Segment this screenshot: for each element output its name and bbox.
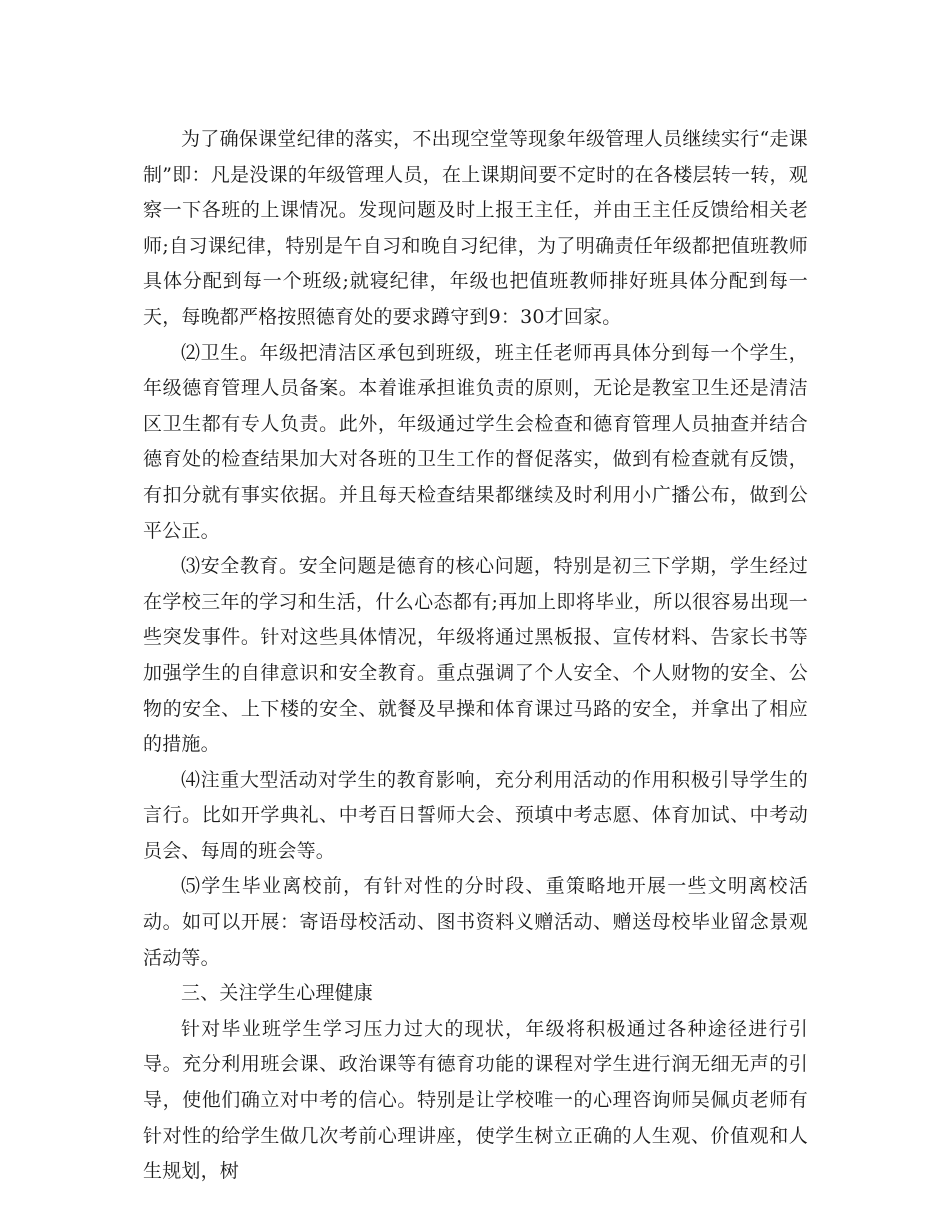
paragraph-major-activities: ⑷注重大型活动对学生的教育影响，充分利用活动的作用积极引导学生的言行。比如开学典礼、中考百日誓师大会、预填中考志愿、体育加试、中考动员会、每周的班会等。 (143, 768, 808, 862)
paragraph-hygiene: ⑵卫生。年级把清洁区承包到班级，班主任老师再具体分到每一个学生，年级德育管理人员备案。本着谁承担谁负责的原则，无论是教室卫生还是清洁区卫生都有专人负责。此外，年级通过学生会检查和德育管理人员抽查并结合德育处的检查结果加大对各班的卫生工作的督促落实，做到有检查就有反馈，有扣分就有事实依据。并且每天检查结果都继续及时利用小广播公布，做到公平公正。 (143, 341, 808, 542)
document-body (143, 122, 808, 1190)
paragraph-classroom-discipline: 为了确保课堂纪律的落实，不出现空堂等现象年级管理人员继续实行“走课制”即：凡是没课的年级管理人员，在上课期间要不定时的在各楼层转一转，观察一下各班的上课情况。发现问题及时上报王主任，并由王主任反馈给相关老师;自习课纪律，特别是午自习和晚自习纪律，为了明确责任年级都把值班教师具体分配到每一个班级;就寝纪律，年级也把值班教师排好班具体分配到每一天，每晚都严格按照德育处的要求蹲守到9：30才回家。 (143, 128, 808, 328)
paragraph-graduation-activities: ⑸学生毕业离校前，有针对性的分时段、重策略地开展一些文明离校活动。如可以开展：寄语母校活动、图书资料义赠活动、赠送母校毕业留念景观活动等。 (143, 875, 808, 969)
paragraph-mental-health: 针对毕业班学生学习压力过大的现状，年级将积极通过各种途径进行引导。充分利用班会课、政治课等有德育功能的课程对学生进行润无细无声的引导，使他们确立对中考的信心。特别是让学校唯一的心理咨询师吴佩贞老师有针对性的给学生做几次考前心理讲座，使学生树立正确的人生观、价值观和人生规划，树 (143, 1017, 808, 1183)
paragraph-safety-education: ⑶安全教育。安全问题是德育的核心问题，特别是初三下学期，学生经过在学校三年的学习和生活，什么心态都有;再加上即将毕业，所以很容易出现一些突发事件。针对这些具体情况，年级将通过黑板报、宣传材料、告家长书等加强学生的自律意识和安全教育。重点强调了个人安全、个人财物的安全、公物的安全、上下楼的安全、就餐及早操和体育课过马路的安全，并拿出了相应的措施。 (143, 555, 808, 756)
section-heading-mental-health: 三、关注学生心理健康 (181, 982, 374, 1005)
